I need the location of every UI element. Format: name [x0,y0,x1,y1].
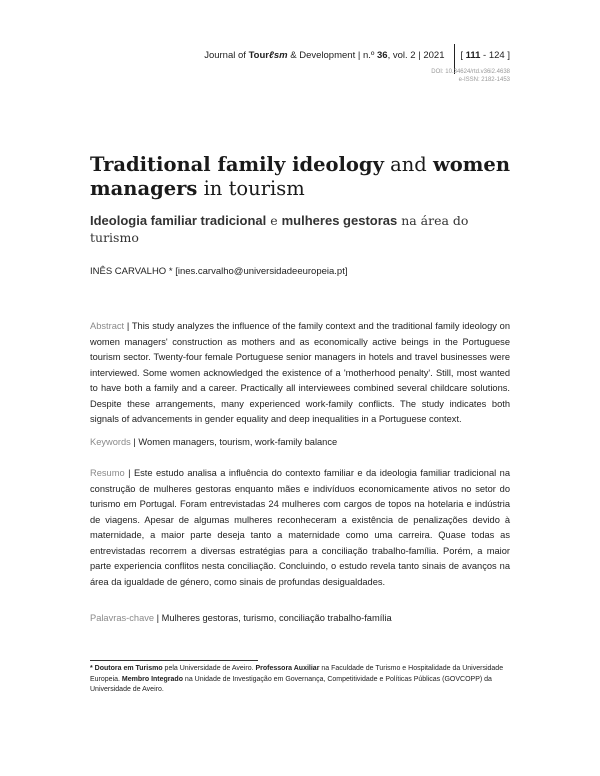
palavras-separator: | [154,613,162,623]
author-email[interactable]: [ines.carvalho@universidadeeuropeia.pt] [175,266,348,277]
resumo-text: Este estudo analisa a influência do contexto familiar e da ideologia familiar tradicional na construção de mulheres gestoras enquanto mães e indivíduos economicamente ativos no setor do turismo em Portugal. Foram entrevistadas 24 mulheres com cargos de topos na hotelaria e indústria de viagens. Apesar de algumas mulheres reconheceram a existência de penalizações devido à maternidade, a maior parte deseja tanto a maternidade como uma carreira. Quase todas as entrevistadas recorrem a diversas estratégias para a conciliação trabalho-família. Porém, a maior parte experiencia conflitos nesta conciliação. Concluindo, o estudo revela tanto sinais de avanços na área da igualdade de género, como sinais de profundas desigualdades. [90,468,510,587]
footnote-bold-2: Professora Auxiliar [255,665,320,672]
pages-start: 111 [465,50,481,61]
running-header [90,44,510,92]
subtitle-bold-2: mulheres gestoras [281,213,398,228]
title-plain-1: and [383,153,433,176]
volume: vol. 2 [392,50,416,61]
resumo-label: Resumo [90,468,125,478]
pages-open: [ [460,50,466,61]
keywords-label: Keywords [90,437,131,447]
journal-citation-line: Journal of Tourℓsm & Development | n.º 36, vol. 2 | 2021 [ 111 - 124 ] [204,50,510,61]
footnote-bold-1: Doutora em Turismo [94,665,163,672]
pages-end: - 124 ] [480,50,510,61]
journal-brand-ism: ℓsm [268,50,288,61]
journal-brand-tour: Tour [248,50,269,61]
subtitle-plain-2: na área do turismo [90,213,469,245]
journal-prefix: Journal of [204,50,249,61]
footnote-mark: * [90,665,95,672]
subtitle-plain-1: e [266,213,282,228]
article-title [90,153,520,201]
title-bold-2: women managers [90,153,510,200]
author-name: INÊS CARVALHO [90,266,167,277]
abstract-label: Abstract [90,321,125,331]
palavras-chave [90,611,510,627]
footnote-bold-3: Membro Integrado [121,675,183,683]
palavras-label: Palavras-chave [90,613,155,623]
resumo-separator: | [124,468,134,478]
keywords-separator: | [130,437,139,447]
year: 2021 [423,50,445,61]
issue-number: 36 [377,50,388,61]
keywords-text: Women managers, tourism, work-family balance [138,437,338,447]
footnote-text-1: pela Universidade de Aveiro. [162,665,256,672]
title-plain-2: in tourism [197,177,305,200]
keywords [90,435,510,451]
resumo [90,466,510,590]
journal-suffix: & Development [287,50,356,61]
doi-block [431,68,510,84]
footnote-text-3: na Unidade de Investigação em Governança, Competitividade e Políticas Públicas (GOVCOPP) da Universidade de Aveiro. [90,675,492,693]
footnote-rule [90,660,258,661]
article-subtitle [90,212,520,246]
subtitle-bold-1: Ideologia familiar tradicional [90,213,267,228]
eissn: e-ISSN: 2182-1453 [458,77,510,83]
abstract-separator: | [124,321,132,331]
footnote-text-2: na Faculdade de Turismo e Hospitalidade da Universidade Europeia. [90,665,504,683]
title-bold-1: Traditional family ideology [90,153,384,176]
author-footnote [90,664,510,696]
abstract [90,319,510,428]
issue-prefix: n.º [362,50,378,61]
doi[interactable]: DOI: 10.34624/rtd.v36i2.4638 [431,69,510,75]
abstract-text: This study analyzes the influence of the family context and the traditional family ideology on women managers' construction as mothers and as economically active beings in the Portuguese tourism sector. Twenty-four female Portuguese senior managers in hotels and travel businesses were interviewed. Some women acknowledged the existence of a 'motherhood penalty'. Still, most wanted to have both a family and a career. Practically all interviewees combined several childcare solutions. Despite these arrangements, many experienced work-family conflicts. The study indicates both signals of advancements in gender equality and deep inequalities in a Portuguese context. [90,321,510,424]
author-mark: * [166,266,176,277]
author-line [90,266,348,277]
palavras-text: Mulheres gestoras, turismo, conciliação trabalho-família [161,613,392,623]
